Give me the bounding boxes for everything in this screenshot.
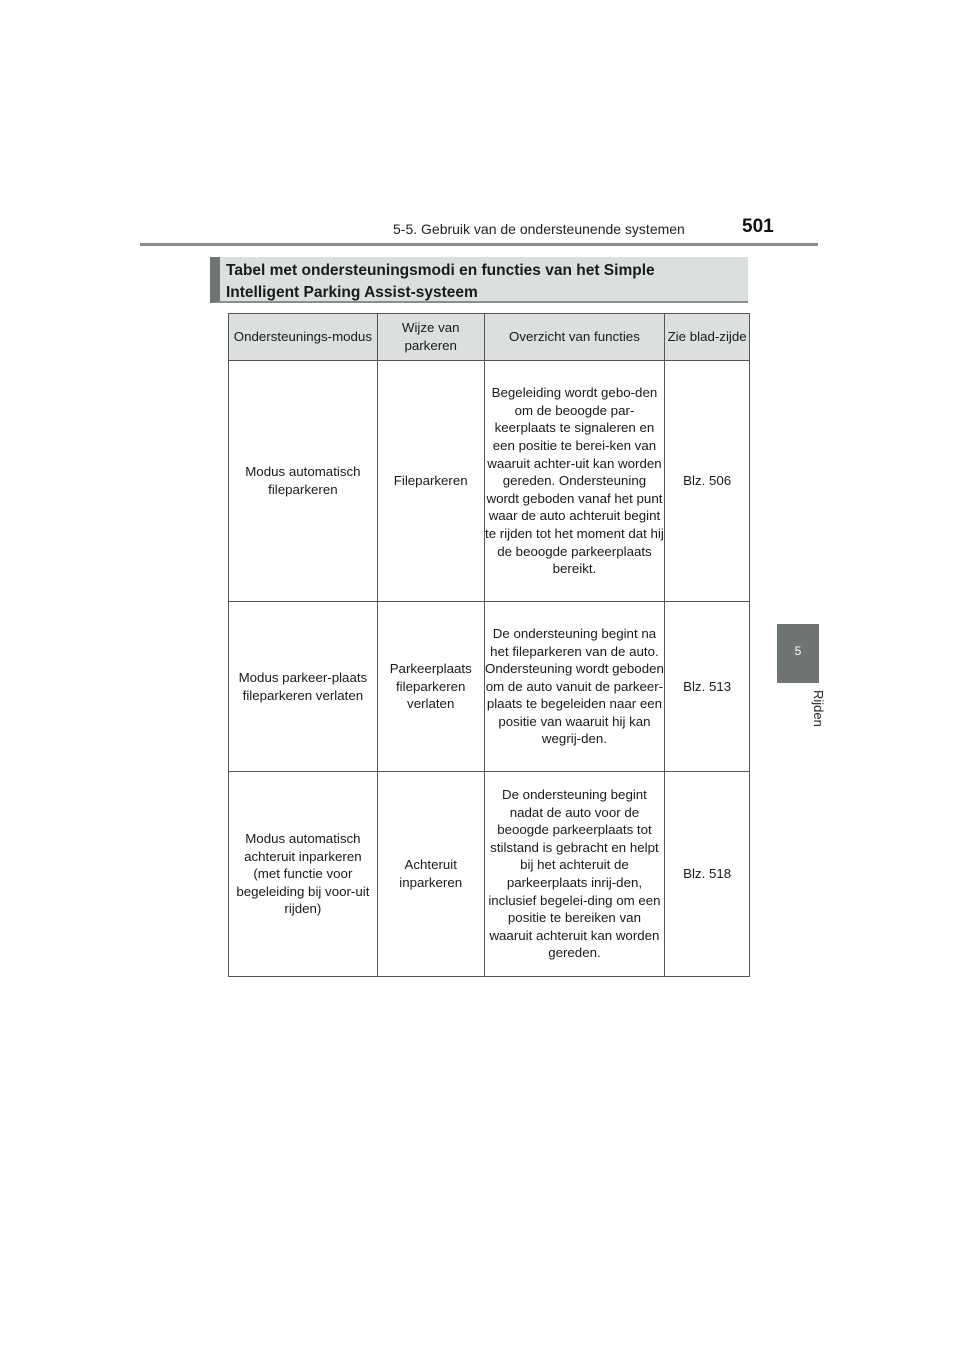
chapter-label: Rijden — [811, 690, 826, 727]
column-header-page: Zie blad-zijde — [665, 314, 750, 361]
column-header-method: Wijze van parkeren — [377, 314, 484, 361]
cell-page: Blz. 518 — [665, 772, 750, 977]
assist-modes-table — [228, 313, 750, 977]
section-heading — [210, 257, 748, 303]
cell-page: Blz. 506 — [665, 361, 750, 602]
cell-page: Blz. 513 — [665, 602, 750, 772]
table-header-row — [229, 314, 750, 361]
column-header-mode: Ondersteunings-modus — [229, 314, 378, 361]
running-header: 5-5. Gebruik van de ondersteunende systemen — [393, 221, 685, 237]
cell-mode: Modus automatisch fileparkeren — [229, 361, 378, 602]
table-row — [229, 772, 750, 977]
header-divider — [140, 243, 818, 246]
cell-overview: De ondersteuning begint na het fileparkeren van de auto. Ondersteuning wordt geboden om de auto vanuit de parkeer-plaats te begeleiden naar een positie van waaruit hij kan wegrij-den. — [484, 602, 665, 772]
cell-overview: De ondersteuning begint nadat de auto voor de beoogde parkeerplaats tot stilstand is gebracht en helpt bij het achteruit de parkeerplaats inrij-den, inclusief begelei-ding om een positie te bereiken van waaruit achteruit kan worden gereden. — [484, 772, 665, 977]
chapter-tab: 5 — [777, 624, 819, 683]
table-row — [229, 361, 750, 602]
table-row — [229, 602, 750, 772]
page-number: 501 — [742, 216, 774, 237]
cell-mode: Modus automatisch achteruit inparkeren (met functie voor begeleiding bij voor-uit rijden) — [229, 772, 378, 977]
section-title-line2: Intelligent Parking Assist-systeem — [226, 284, 478, 301]
cell-method: Parkeerplaats fileparkeren verlaten — [377, 602, 484, 772]
column-header-overview: Overzicht van functies — [484, 314, 665, 361]
cell-mode: Modus parkeer-plaats fileparkeren verlaten — [229, 602, 378, 772]
section-title-line1: Tabel met ondersteuningsmodi en functies van het Simple — [226, 262, 655, 279]
cell-method: Achteruit inparkeren — [377, 772, 484, 977]
cell-method: Fileparkeren — [377, 361, 484, 602]
section-title — [226, 260, 740, 304]
cell-overview: Begeleiding wordt gebo-den om de beoogde par-keerplaats te signaleren en een positie te berei-ken van waaruit achter-uit kan worden gereden. Ondersteuning wordt geboden vanaf het punt waar de auto achteruit begint te rijden tot het moment dat hij de beoogde parkeerplaats bereikt. — [484, 361, 665, 602]
